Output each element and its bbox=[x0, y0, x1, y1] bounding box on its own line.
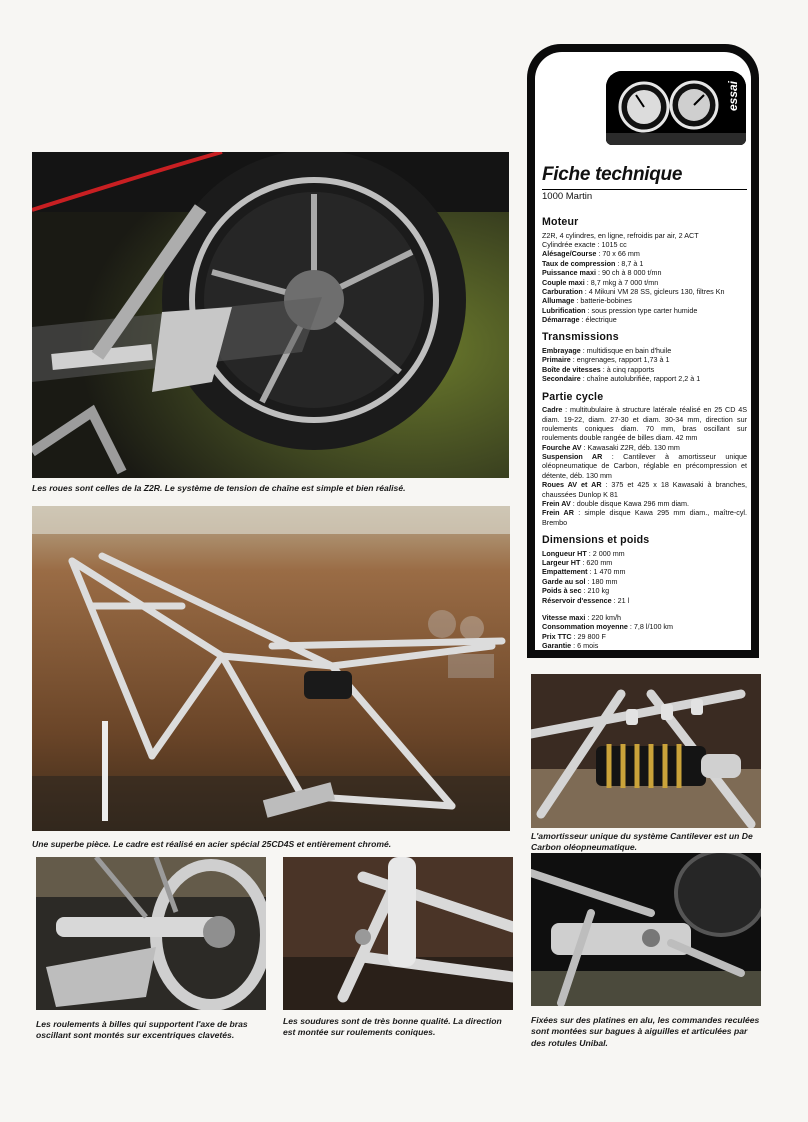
caption-bearings: Les roulements à billes qui supportent l'axe de bras oscillant sont montés sur excentriques clavetés. bbox=[36, 1019, 248, 1041]
spec-line-value: : 180 mm bbox=[585, 576, 618, 586]
spec-line-label: Cadre bbox=[542, 405, 563, 415]
spec-line-label: Frein AR bbox=[542, 508, 574, 518]
caption-welds: Les soudures sont de très bonne qualité. La direction est montée sur roulements coniques. bbox=[283, 1016, 502, 1038]
spec-line-label: Boîte de vitesses bbox=[542, 364, 601, 374]
spec-line-label: Garantie bbox=[542, 641, 572, 650]
spec-body bbox=[542, 212, 747, 650]
spec-line bbox=[542, 306, 747, 315]
spec-line bbox=[542, 622, 747, 631]
photo-welds bbox=[283, 857, 513, 1010]
spec-line-label: Consommation moyenne bbox=[542, 622, 628, 632]
spec-line-value: : batterie-bobines bbox=[574, 296, 632, 306]
spec-line-label: Lubrification bbox=[542, 305, 586, 315]
spec-line-value: : à cinq rapports bbox=[600, 364, 655, 374]
spec-line bbox=[542, 249, 747, 258]
photo-platines bbox=[531, 853, 761, 1006]
spec-line-value: : Cantilever à amortisseur unique oléopneumatique de Carbon, réglable en précompression et détente, déb. 130 mm bbox=[542, 452, 747, 480]
spec-line-value: : 8,7 à 1 bbox=[615, 258, 644, 268]
caption-wheel: Les roues sont celles de la Z2R. Le système de tension de chaîne est simple et bien réalisé. bbox=[32, 483, 406, 493]
spec-line-value: : sous pression type carter humide bbox=[585, 305, 698, 315]
spec-line-value: : chaîne autolubrifiée, rapport 2,2 à 1 bbox=[580, 374, 701, 384]
spec-line bbox=[542, 613, 747, 622]
spec-line bbox=[542, 443, 747, 452]
spec-line-label: Largeur HT bbox=[542, 558, 581, 568]
spec-line-label: Réservoir d'essence bbox=[542, 595, 612, 605]
spec-line-value: : 90 ch à 8 000 t/mn bbox=[595, 268, 662, 278]
spec-line-value: : 375 et 425 x 18 Kawasaki à branches, chaussées Dunlop K 81 bbox=[542, 480, 748, 499]
spec-line-label: Empattement bbox=[542, 567, 588, 577]
spec-line bbox=[542, 577, 747, 586]
spec-line bbox=[542, 365, 747, 374]
spec-line bbox=[542, 452, 747, 480]
spec-line bbox=[542, 240, 747, 249]
spec-line bbox=[542, 480, 747, 499]
spec-line bbox=[542, 405, 747, 442]
spec-line-label: Embrayage bbox=[542, 346, 581, 356]
spec-line-value: : multitubulaire à structure latérale réalisé en 25 CD 4S diam. 19-22, diam. 27-30 et diam. 30-34 mm, direction sur roulements coniques diam. 70 mm, bras oscillant sur roulements double rangée de billes diam. 42 mm bbox=[542, 405, 747, 443]
spec-sheet-panel bbox=[527, 44, 759, 658]
spec-line-value: : 21 l bbox=[611, 595, 630, 605]
spec-line-value: : 4 Mikuni VM 28 SS, gicleurs 130, filtres Kn bbox=[582, 286, 725, 296]
spec-line bbox=[542, 296, 747, 305]
spec-section-title: Dimensions et poids bbox=[542, 534, 650, 546]
spec-line bbox=[542, 586, 747, 595]
spec-section-title: Moteur bbox=[542, 216, 579, 228]
spec-line bbox=[542, 632, 747, 641]
caption-platines: Fixées sur des platines en alu, les commandes reculées sont montées sur bagues à aiguilles et articulées par des rotules Unibal. bbox=[531, 1015, 760, 1048]
spec-line-value: : 220 km/h bbox=[585, 612, 621, 622]
watermark-logo bbox=[420, 606, 500, 682]
spec-line bbox=[542, 567, 747, 576]
spec-line-value: Z2R, 4 cylindres, en ligne, refroidis par air, 2 ACT bbox=[542, 230, 699, 240]
spec-line-value: : 2 000 mm bbox=[586, 548, 625, 558]
spec-line bbox=[542, 259, 747, 268]
spec-line-label: Couple maxi bbox=[542, 277, 585, 287]
spec-line-value: : 8,7 mkg à 7 000 t/mn bbox=[584, 277, 659, 287]
spec-section-spacer bbox=[542, 605, 747, 613]
spec-line bbox=[542, 596, 747, 605]
spec-line bbox=[542, 558, 747, 567]
spec-model: 1000 Martin bbox=[542, 191, 593, 202]
spec-line-label: Fourche AV bbox=[542, 442, 582, 452]
photo-shock-absorber bbox=[531, 674, 761, 828]
essai-logo bbox=[606, 71, 746, 145]
spec-line-label: Puissance maxi bbox=[542, 268, 596, 278]
spec-line bbox=[542, 549, 747, 558]
spec-section-title: Partie cycle bbox=[542, 390, 604, 403]
spec-line-value: : 210 kg bbox=[581, 586, 610, 596]
spec-line-label: Roues AV et AR bbox=[542, 480, 602, 490]
spec-line-label: Poids à sec bbox=[542, 586, 582, 596]
spec-line-value: : Kawasaki Z2R, déb. 130 mm bbox=[581, 442, 680, 452]
spec-line bbox=[542, 287, 747, 296]
spec-line bbox=[542, 231, 747, 240]
spec-line bbox=[542, 346, 747, 355]
spec-line bbox=[542, 355, 747, 364]
caption-frame: Une superbe pièce. Le cadre est réalisé en acier spécial 25CD4S et entièrement chromé. bbox=[32, 839, 392, 849]
spec-line-value: : engrenages, rapport 1,73 à 1 bbox=[570, 355, 670, 365]
spec-line bbox=[542, 268, 747, 277]
spec-line-value: : 6 mois bbox=[571, 641, 599, 650]
spec-line-value: : 70 x 66 mm bbox=[596, 249, 640, 259]
spec-line-label: Allumage bbox=[542, 296, 575, 306]
spec-line bbox=[542, 499, 747, 508]
spec-line-value: : double disque Kawa 296 mm diam. bbox=[570, 498, 690, 508]
spec-line-label: Alésage/Course bbox=[542, 249, 597, 259]
spec-line bbox=[542, 374, 747, 383]
spec-line-label: Primaire bbox=[542, 355, 571, 365]
spec-line bbox=[542, 641, 747, 650]
spec-title: Fiche technique bbox=[542, 164, 747, 190]
spec-line-label: Frein AV bbox=[542, 498, 571, 508]
spec-line-value: Cylindrée exacte : 1015 cc bbox=[542, 240, 627, 250]
spec-line-label: Longueur HT bbox=[542, 548, 587, 558]
spec-line-label: Vitesse maxi bbox=[542, 612, 586, 622]
spec-line-value: : 7,8 l/100 km bbox=[627, 622, 674, 632]
spec-line-label: Taux de compression bbox=[542, 258, 616, 268]
spec-line-label: Secondaire bbox=[542, 374, 581, 384]
spec-line-label: Garde au sol bbox=[542, 576, 586, 586]
essai-logo-text: essai bbox=[726, 81, 740, 112]
spec-line-label: Carburation bbox=[542, 286, 583, 296]
spec-sheet-inner bbox=[535, 52, 751, 650]
caption-shock: L'amortisseur unique du système Cantilever est un De Carbon oléopneumatique. bbox=[531, 831, 753, 853]
spec-line bbox=[542, 315, 747, 324]
spec-line-value: : 620 mm bbox=[580, 558, 613, 568]
spec-line-label: Prix TTC bbox=[542, 631, 572, 641]
spec-section-title: Transmissions bbox=[542, 331, 619, 344]
spec-line-value: : 1 470 mm bbox=[587, 567, 626, 577]
spec-line-label: Suspension AR bbox=[542, 452, 603, 462]
photo-rear-wheel bbox=[32, 152, 509, 478]
photo-bearings bbox=[36, 857, 266, 1010]
spec-line bbox=[542, 278, 747, 287]
spec-line-value: : 29 800 F bbox=[571, 631, 606, 641]
spec-line-value: : électrique bbox=[579, 315, 617, 324]
spec-line-label: Démarrage bbox=[542, 315, 580, 324]
spec-line-value: : simple disque Kawa 295 mm diam., maître-cyl. Brembo bbox=[542, 508, 748, 527]
spec-line-value: : multidisque en bain d'huile bbox=[580, 346, 672, 356]
spec-line bbox=[542, 508, 747, 527]
